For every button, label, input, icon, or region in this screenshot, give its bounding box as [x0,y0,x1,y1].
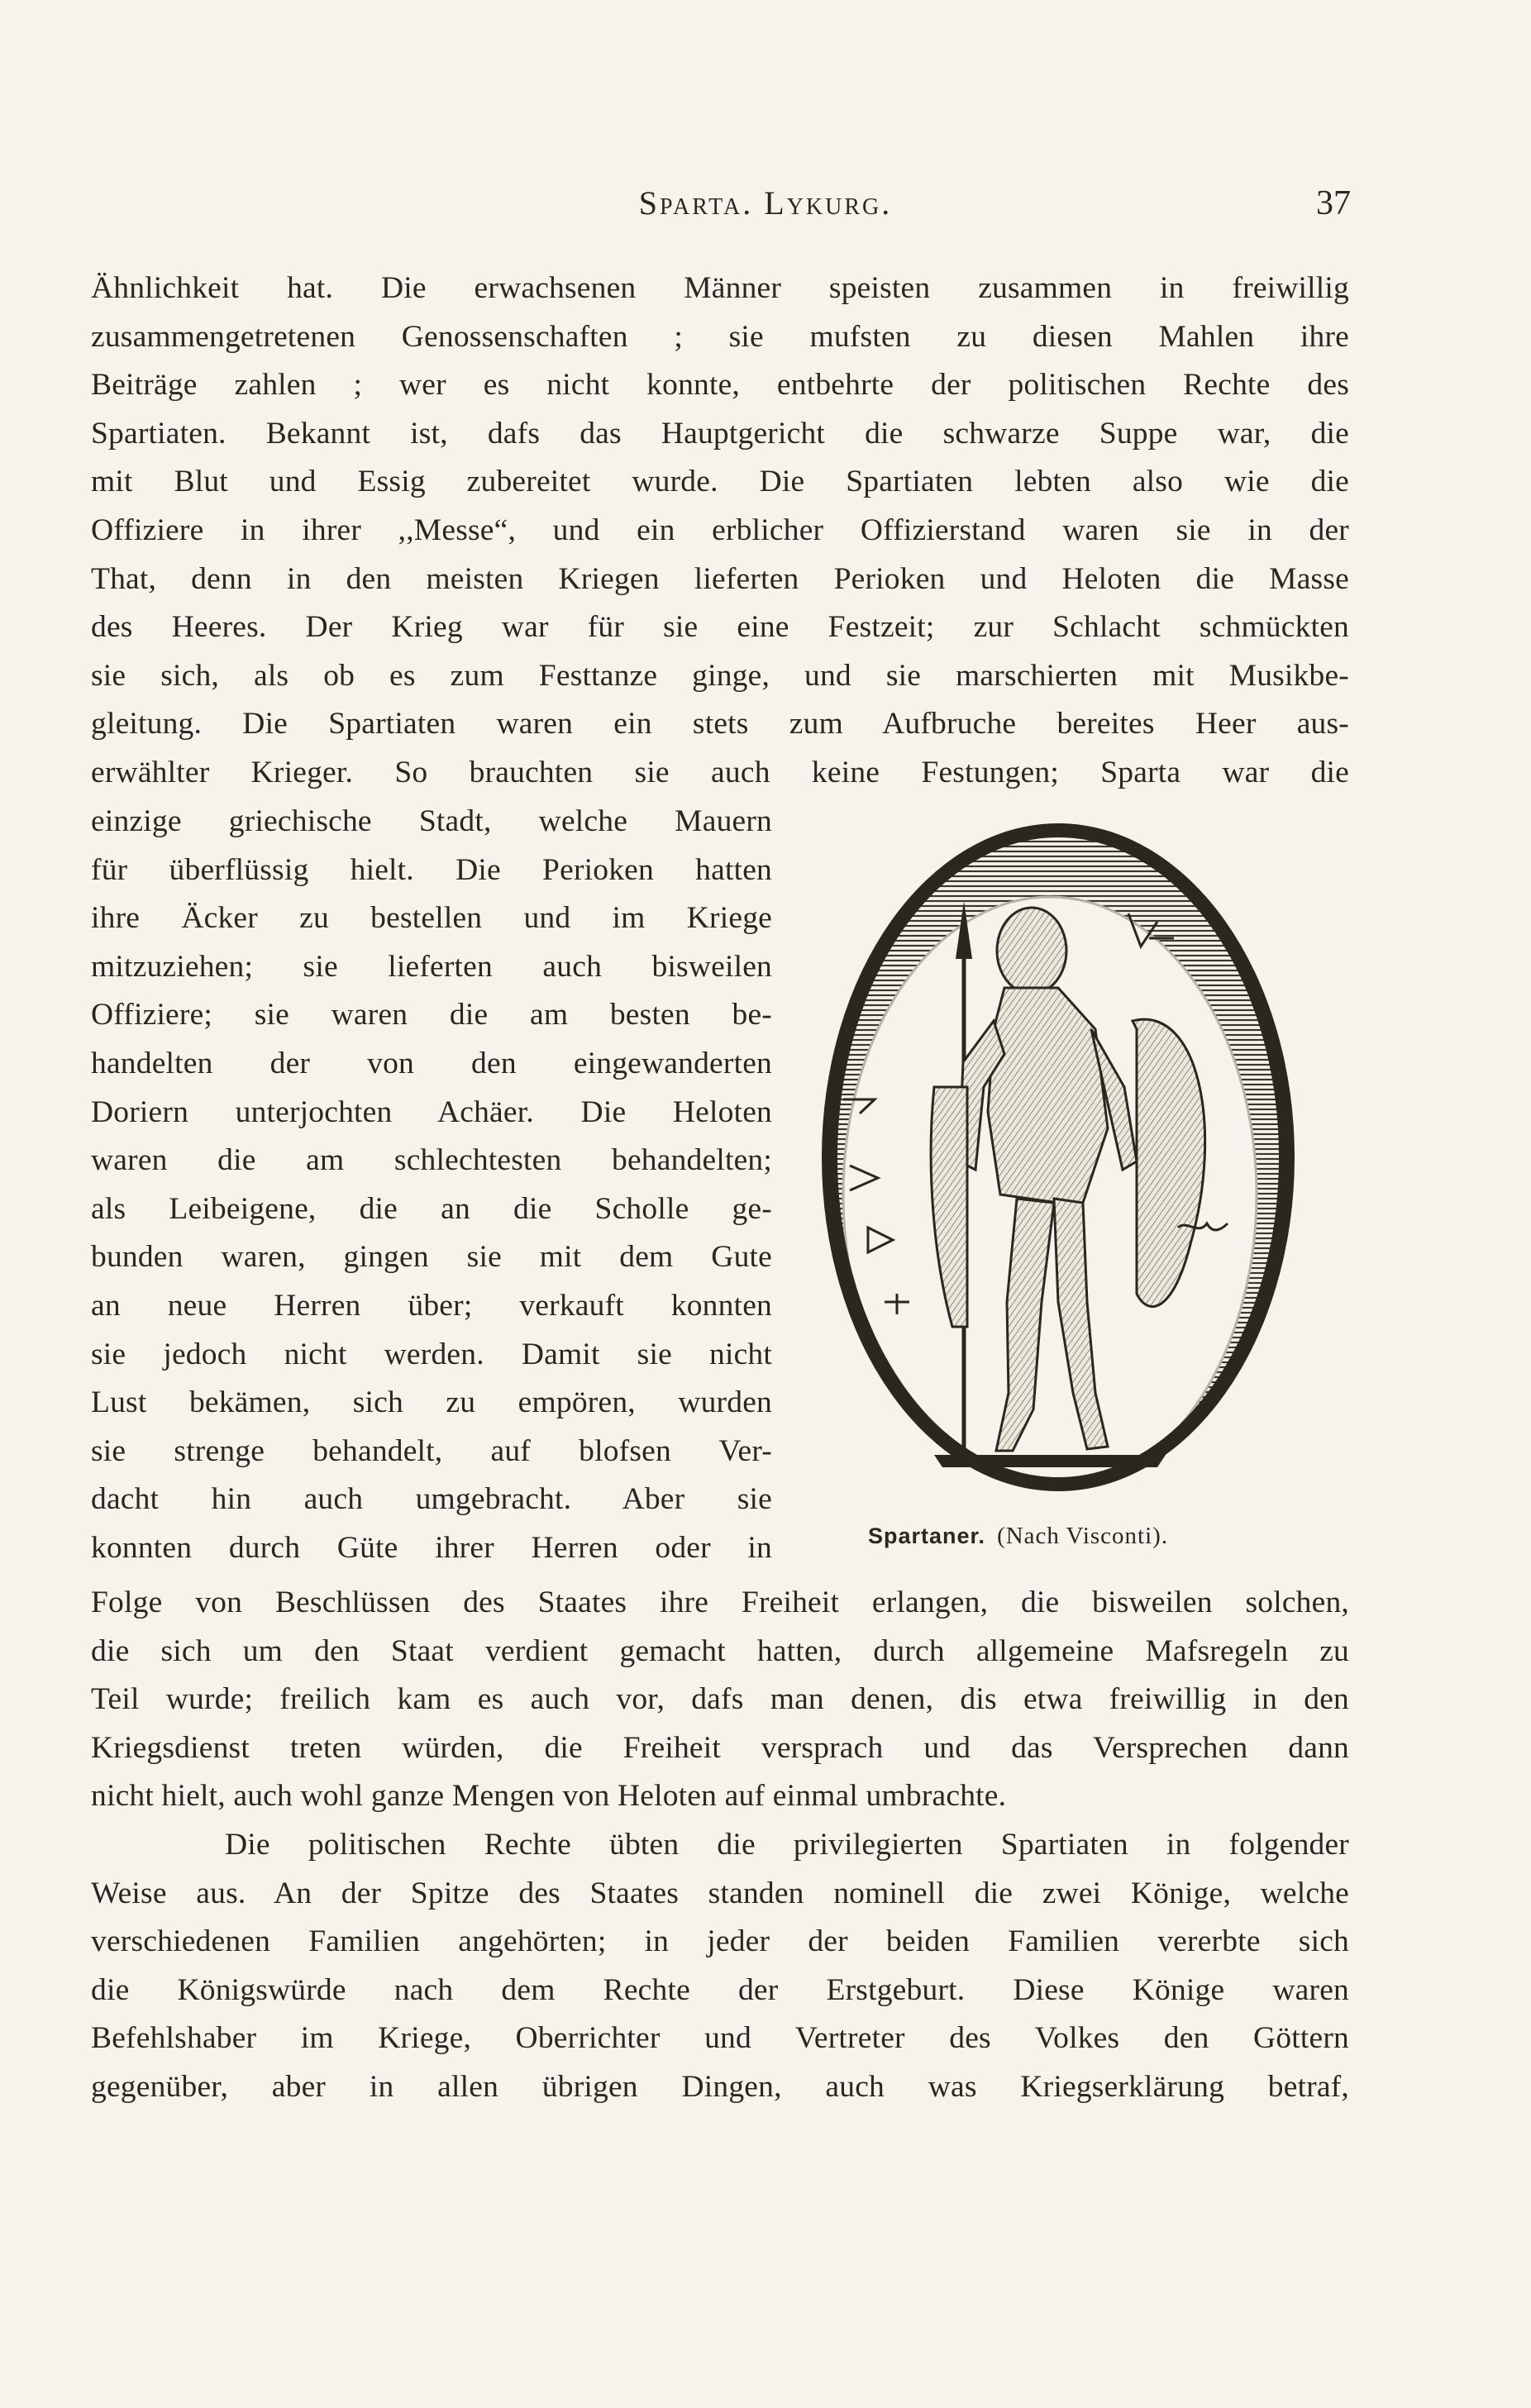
text-line: Befehlshaber im Kriege, Oberrichter und Vertreter des Volkes den Göttern [91,2021,1349,2056]
text-line: Ähnlichkeit hat. Die erwachsenen Männer speisten zusammen in freiwillig [91,271,1349,305]
text-line: Kriegsdienst treten würden, die Freiheit versprach und das Versprechen dann [91,1730,1349,1765]
text-line: konnten durch Güte ihrer Herren oder in [91,1530,772,1565]
text-line: dacht hin auch umgebracht. Aber sie [91,1482,772,1517]
text-line: bunden waren, gingen sie mit dem Gute [91,1240,772,1275]
body-text-wrapped [91,798,772,1573]
text-line: mitzuziehen; sie lieferten auch bisweilen [91,949,772,984]
text-line: verschiedenen Familien angehörten; in jeder der beiden Familien vererbte sich [91,1924,1349,1959]
text-line: sie sich, als ob es zum Festtanze ginge, und sie marschierten mit Musikbe- [91,658,1349,693]
text-line: gleitung. Die Spartiaten waren ein stets zum Aufbruche bereites Heer aus- [91,707,1349,741]
text-line: Beiträge zahlen ; wer es nicht konnte, entbehrte der politischen Rechte des [91,368,1349,403]
text-line: mit Blut und Essig zubereitet wurde. Die Spartiaten lebten also wie die [91,465,1349,499]
text-line: einzige griechische Stadt, welche Mauern [91,804,772,838]
text-line: des Heeres. Der Krieg war für sie eine Festzeit; zur Schlacht schmückten [91,610,1349,645]
caption-source: (Nach Visconti). [997,1523,1169,1549]
spartan-gem-illustration [810,814,1298,1500]
text-line: Offiziere; sie waren die am besten be- [91,998,772,1032]
text-line: für überflüssig hielt. Die Perioken hatten [91,852,772,887]
text-line: handelten der von den eingewanderten [91,1046,772,1080]
text-line: Offiziere in ihrer ,,Messe“, und ein erblicher Offizierstand waren sie in der [91,513,1349,547]
page-number: 37 [1316,184,1351,222]
text-line: gegenüber, aber in allen übrigen Dingen, auch was Kriegserklärung betraf, [91,2069,1349,2104]
text-line: an neue Herren über; verkauft konnten [91,1288,772,1323]
body-text-top [91,265,1349,798]
text-line: die Königswürde nach dem Rechte der Erstgeburt. Diese Könige waren [91,1972,1349,2007]
figure-caption [868,1523,1168,1550]
text-line: waren die am schlechtesten behandelten; [91,1143,772,1178]
text-line: That, denn in den meisten Kriegen lieferten Perioken und Heloten die Masse [91,561,1349,596]
text-line: nicht hielt, auch wohl ganze Mengen von Heloten auf einmal umbrachte. [91,1779,1007,1814]
text-line: Spartiaten. Bekannt ist, dafs das Hauptgericht die schwarze Suppe war, die [91,416,1349,451]
text-line: Teil wurde; freilich kam es auch vor, dafs man denen, dis etwa freiwillig in den [91,1682,1349,1717]
body-text-bottom [91,1579,1349,2112]
text-line: Folge von Beschlüssen des Staates ihre Freiheit erlangen, die bisweilen solchen, [91,1585,1349,1619]
text-line: Lust bekämen, sich zu empören, wurden [91,1385,772,1420]
text-line: zusammengetretenen Genossenschaften ; sie mufsten zu diesen Mahlen ihre [91,319,1349,354]
text-line: Die politischen Rechte übten die privilegierten Spartiaten in folgender [225,1827,1349,1862]
text-line: erwählter Krieger. So brauchten sie auch keine Festungen; Sparta war die [91,755,1349,789]
text-line: als Leibeigene, die an die Scholle ge- [91,1191,772,1226]
text-line: Doriern unterjochten Achäer. Die Heloten [91,1094,772,1129]
text-line: die sich um den Staat verdient gemacht hatten, durch allgemeine Mafsregeln zu [91,1633,1349,1668]
text-line: sie jedoch nicht werden. Damit sie nicht [91,1337,772,1371]
running-head: Sparta. Lykurg. [638,184,893,222]
text-line: sie strenge behandelt, auf blofsen Ver- [91,1433,772,1468]
caption-title: Spartaner. [868,1523,986,1548]
engraved-gem-image [810,814,1298,1500]
text-line: ihre Äcker zu bestellen und im Kriege [91,901,772,936]
text-line: Weise aus. An der Spitze des Staates standen nominell die zwei Könige, welche [91,1876,1349,1910]
page-header [0,184,1531,233]
